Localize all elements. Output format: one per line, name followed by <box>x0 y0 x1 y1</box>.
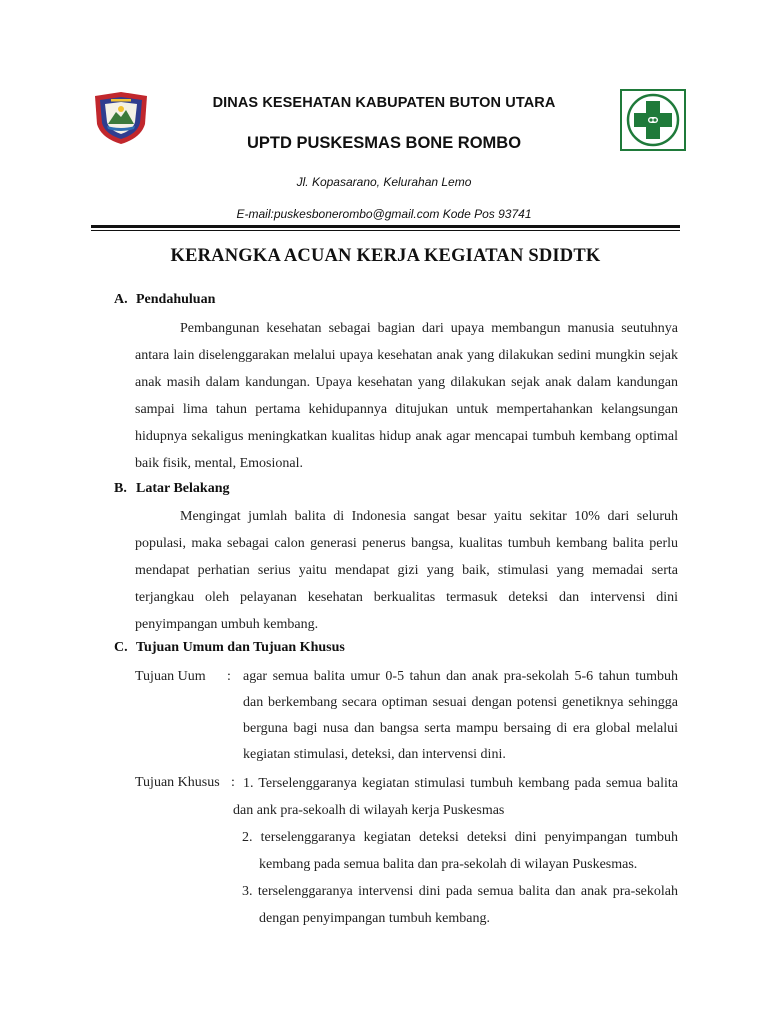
specific-goal-colon: : <box>231 775 235 790</box>
section-b-body <box>135 503 678 638</box>
letterhead-divider-thick <box>91 225 680 228</box>
section-c-heading <box>114 640 674 656</box>
section-a-letter: A. <box>114 292 128 307</box>
section-c-letter: C. <box>114 640 128 655</box>
specific-goal-item-1 <box>233 770 678 824</box>
section-a-body <box>135 315 678 477</box>
specific-goal-item-2-text: 2. terselenggaranya kegiatan deteksi deteksi dini penyimpangan tumbuh kembang pada semua balita dan pra-sekolah di wilayan Puskesmas. <box>242 830 678 872</box>
section-b-letter: B. <box>114 481 127 496</box>
regency-crest-icon <box>91 90 151 146</box>
puskesmas-cross-icon <box>620 89 686 151</box>
specific-goal-item-3 <box>242 878 678 932</box>
document-title: KERANGKA ACUAN KERJA KEGIATAN SDIDTK <box>170 246 601 266</box>
general-goal-colon: : <box>227 669 231 684</box>
section-a-heading <box>114 292 674 308</box>
contact-line: E-mail:puskesbonerombo@gmail.com Kode Pos 93741 <box>236 207 532 221</box>
section-b-title: Latar Belakang <box>136 481 230 496</box>
address-line: Jl. Kopasarano, Kelurahan Lemo <box>296 175 472 189</box>
specific-goal-item-2 <box>242 824 678 878</box>
section-a-title: Pendahuluan <box>136 292 216 307</box>
specific-goal-item-3-text: 3. terselenggaranya intervensi dini pada semua balita dan anak pra-sekolah dengan penyimpangan tumbuh kembang. <box>242 884 678 926</box>
section-b-heading <box>114 481 674 497</box>
letterhead-divider-thin <box>91 230 680 231</box>
unit-name: UPTD PUSKESMAS BONE ROMBO <box>246 134 522 152</box>
section-b-paragraph: Mengingat jumlah balita di Indonesia sangat besar yaitu sekitar 10% dari seluruh populasi, maka sebagai calon generasi penerus bangsa, kualitas tumbuh kembang balita perlu mendapat perhatian serius yaitu mendapat gizi yang baik, stimulasi yang memadai serta terjangkau oleh pelayanan kesehatan berkualitas termasuk deteksi dan intervensi dini penyimpangan umbuh kembang. <box>135 509 678 632</box>
specific-goal-label: Tujuan Khusus <box>135 775 220 790</box>
section-c-title: Tujuan Umum dan Tujuan Khusus <box>136 640 345 655</box>
general-goal-text <box>243 664 678 768</box>
organization-name: DINAS KESEHATAN KABUPATEN BUTON UTARA <box>212 95 556 111</box>
specific-goal-item-1-text: 1. Terselenggaranya kegiatan stimulasi tumbuh kembang pada semua balita dan ank pra-sekoalh di wilayah kerja Puskesmas <box>233 776 678 818</box>
general-goal-label: Tujuan Uum <box>135 669 206 684</box>
section-a-paragraph: Pembangunan kesehatan sebagai bagian dari upaya membangun manusia seutuhnya antara lain diselenggarakan melalui upaya kesehatan anak yang dilakukan sedini mungkin sejak anak masih dalam kandungan. Upaya kesehatan yang dilakukan sejak anak dalam kandungan sampai lima tahun pertama kehidupannya ditujukan untuk mempertahankan kelangsungan hidupnya sekaligus meningkatkan kualitas hidup anak agar mencapai tumbuh kembang optimal baik fisik, mental, Emosional. <box>135 321 678 471</box>
general-goal-paragraph: agar semua balita umur 0-5 tahun dan anak pra-sekolah 5-6 tahun tumbuh dan berkembang secara optiman sesuai dengan potensi genetiknya sehingga berguna bagi nusa dan bangsa serta mampu bersaing di era global melalui kegiatan stimulasi, deteksi, dan intervensi dini. <box>243 669 678 762</box>
